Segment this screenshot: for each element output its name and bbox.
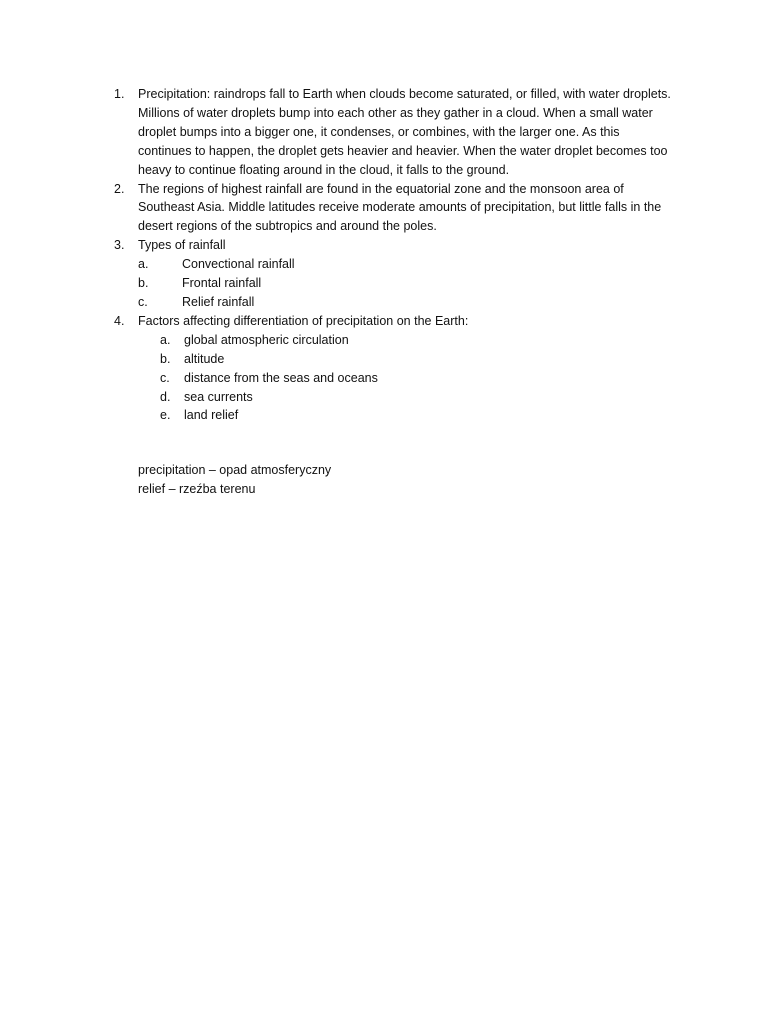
sub-list-item — [138, 350, 674, 369]
sub-list-text: sea currents — [184, 389, 253, 404]
sub-list — [114, 255, 674, 312]
list-item-text: The regions of highest rainfall are found in the equatorial zone and the monsoon area of Southeast Asia. Middle latitudes receive moderate amounts of precipitation, but little falls in the desert regions of the subtropics and around the poles. — [138, 181, 662, 234]
list-item-text: Factors affecting differentiation of precipitation on the Earth: — [138, 313, 469, 328]
sub-list-item — [138, 388, 674, 407]
list-number: 2. — [114, 181, 125, 196]
sub-list-item — [138, 293, 674, 312]
sub-list-letter: a. — [138, 257, 149, 272]
glossary-entry: relief – rzeźba terenu — [138, 481, 256, 496]
list-item-text: Precipitation: raindrops fall to Earth when clouds become saturated, or filled, with water droplets. Millions of water droplets bump into each other as they gather in a cloud. When a small water droplet bumps into a bigger one, it condenses, or combines, with the larger one. As this continues to happen, the droplet gets heavier and heavier. When the water droplet becomes too heavy to continue floating around in the cloud, it falls to the ground. — [138, 87, 671, 177]
sub-list-letter: c. — [138, 294, 148, 309]
sub-list-item — [138, 331, 674, 350]
list-item — [114, 85, 674, 180]
numbered-list — [114, 85, 674, 425]
list-number: 1. — [114, 87, 125, 101]
sub-list-text: global atmospheric circulation — [184, 332, 349, 347]
sub-list-text: distance from the seas and oceans — [184, 370, 378, 385]
list-item — [114, 312, 674, 331]
sub-list-letter: c. — [160, 370, 170, 385]
list-item-text: Types of rainfall — [138, 238, 226, 253]
list-item — [114, 236, 674, 255]
glossary-entry: precipitation – opad atmosferyczny — [138, 463, 332, 477]
sub-list-item — [138, 406, 674, 425]
sub-list-letter: b. — [160, 351, 171, 366]
sub-list — [114, 331, 674, 426]
sub-list-text: altitude — [184, 351, 225, 366]
sub-list-letter: e. — [160, 408, 171, 423]
sub-list-text: Relief rainfall — [182, 294, 255, 309]
sub-list-letter: d. — [160, 389, 171, 404]
sub-list-item — [138, 274, 674, 293]
list-item — [114, 180, 674, 237]
sub-list-item — [138, 369, 674, 388]
sub-list-text: Convectional rainfall — [182, 257, 295, 272]
sub-list-letter: b. — [138, 276, 149, 291]
sub-list-text: land relief — [184, 408, 239, 423]
glossary — [138, 461, 638, 499]
list-number: 4. — [114, 313, 125, 328]
sub-list-item — [138, 255, 674, 274]
sub-list-letter: a. — [160, 332, 171, 347]
sub-list-text: Frontal rainfall — [182, 276, 262, 291]
list-number: 3. — [114, 238, 125, 253]
